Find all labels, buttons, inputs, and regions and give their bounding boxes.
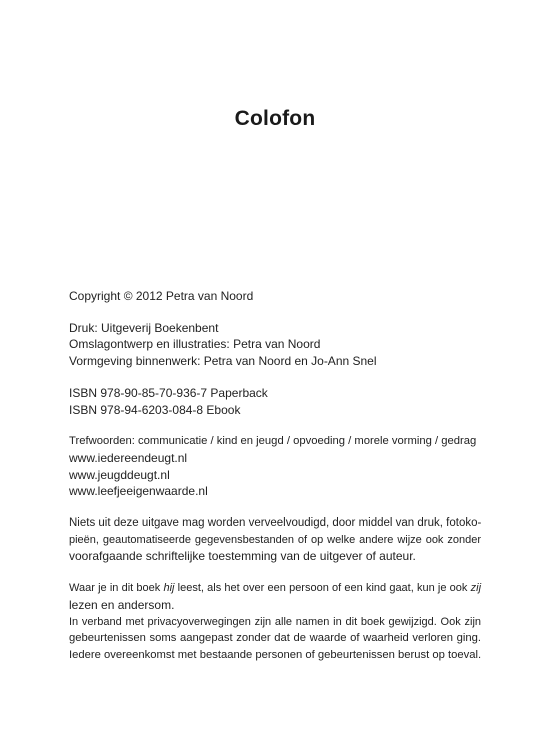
isbn-block [69,385,481,418]
note-line-4: gebeurtenissen soms aangepast zonder dat de waarde of waarheid verloren ging. [69,632,481,645]
credits-block [69,320,481,370]
rights-block [69,515,481,565]
isbn-paperback: ISBN 978-90-85-70-936-7 Paperback [69,385,268,400]
credit-druk: Druk: Uitgeverij Boekenbent [69,320,219,335]
rights-line-3: voorafgaande schriftelijke toestemming van de uitgever of auteur. [69,549,416,564]
colofon-body [69,288,481,679]
credit-vormgeving: Vormgeving binnenwerk: Petra van Noord en Jo-Ann Snel [69,354,377,369]
note-block [69,580,481,664]
note-emphasis-hij: hij [163,582,175,595]
copyright-line: Copyright © 2012 Petra van Noord [69,289,254,303]
website-link-3[interactable]: www.leefjeeigenwaarde.nl [69,484,208,499]
note-line-1-start: Waar je in dit boek [69,582,164,595]
rights-line-2: pieën, geautomatiseerde gegevensbestanden of op welke andere wijze ook zonder [69,533,481,546]
website-link-2[interactable]: www.jeugddeugt.nl [69,467,170,482]
credit-omslag: Omslagontwerp en illustraties: Petra van Noord [69,337,321,352]
website-link-1[interactable]: www.iedereendeugt.nl [69,450,188,465]
isbn-ebook: ISBN 978-94-6203-084-8 Ebook [69,402,241,417]
keywords-line: Trefwoorden: communicatie / kind en jeugd / opvoeding / morele vorming / gedrag [69,435,477,448]
note-emphasis-zij: zij [470,582,482,595]
note-line-3: In verband met privacyoverwegingen zijn alle namen in dit boek gewijzigd. Ook zijn [69,615,481,628]
note-line-5: Iedere overeenkomst met bestaande personen of gebeurtenissen berust op toeval. [69,648,482,661]
page-title: Colofon [234,107,316,130]
note-line-1 [69,580,481,597]
copyright-block [69,288,481,305]
keywords-block [69,433,481,500]
rights-line-1: Niets uit deze uitgave mag worden verveelvoudigd, door middel van druk, fotoko- [69,517,482,530]
note-line-1-middle: leest, als het over een persoon of een kind gaat, kun je ook [174,582,471,595]
note-line-2: lezen en andersom. [69,597,175,612]
